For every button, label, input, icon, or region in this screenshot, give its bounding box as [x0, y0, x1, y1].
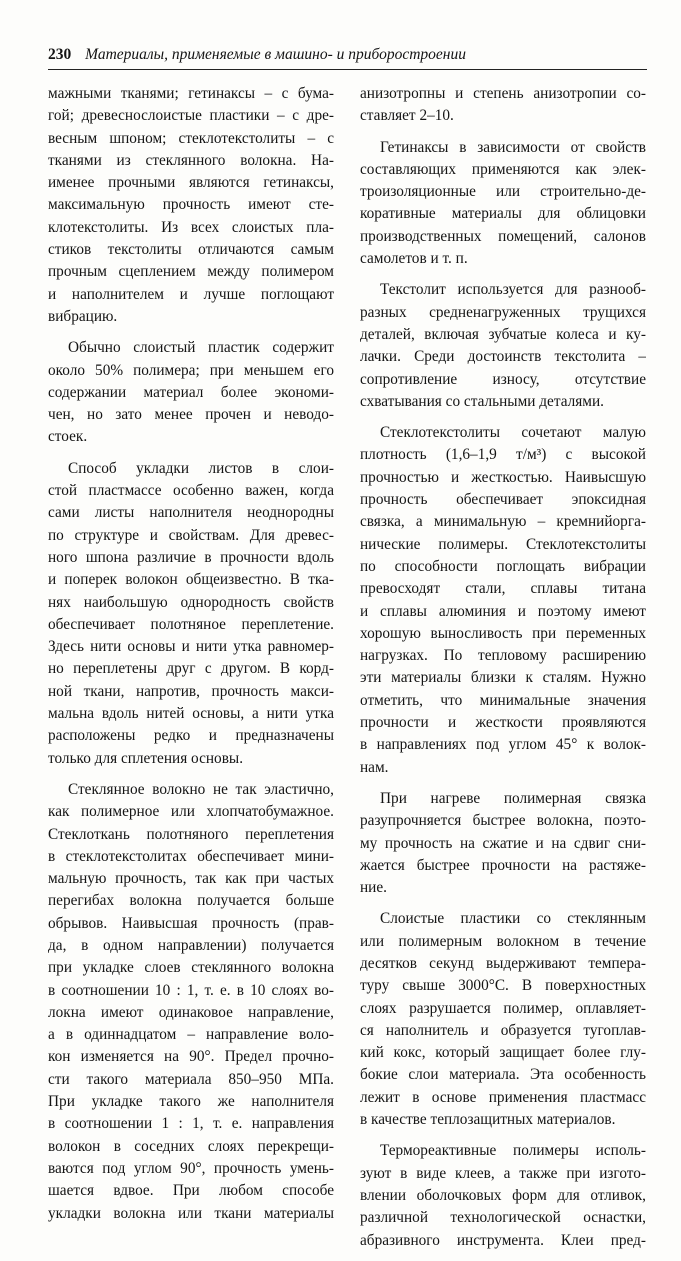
- text-line: максимальную прочность имеют сте-: [48, 196, 334, 214]
- text-line: а в одиннадцатом – направление воло-: [48, 1026, 334, 1044]
- text-line: ного шпона различие в прочности вдоль: [48, 548, 334, 566]
- running-title: Материалы, применяемые в машино- и приборостроении: [85, 46, 466, 63]
- text-line: деталей, включая зубчатые колеса и ку-: [360, 325, 646, 343]
- paragraph: [360, 279, 646, 413]
- text-line: гой; древеснослоистые пластики – с дре-: [48, 107, 334, 125]
- text-line: перегибах волокна получается больше: [48, 892, 334, 910]
- text-line: весным шпоном; стеклотекстолиты – с: [48, 129, 334, 147]
- text-line: кий кокс, который защищает более глу-: [360, 1044, 646, 1062]
- text-line: Способ укладки листов в слои-: [68, 459, 334, 477]
- text-line: Текстолит используется для разнооб-: [380, 281, 646, 299]
- paragraph: [48, 458, 334, 770]
- header-rule: [48, 69, 647, 70]
- text-line: стиков текстолиты отличаются самым: [48, 241, 334, 259]
- text-line: обрывов. Наивысшая прочность (прав-: [48, 914, 334, 932]
- text-line: клотекстолиты. Из всех слоистых пла-: [48, 218, 334, 236]
- text-line: Стеклотекстолиты сочетают малую: [380, 424, 646, 442]
- text-line: именее прочными являются гетинаксы,: [48, 174, 334, 192]
- text-line: обеспечивает полотняное переплетение.: [48, 615, 334, 633]
- text-line: нагрузках. По тепловому расширению: [360, 647, 646, 665]
- text-line: укладки волокна или ткани материалы: [48, 1204, 334, 1222]
- text-line: ваются под углом 90°, прочность умень-: [48, 1159, 334, 1177]
- paragraph: [360, 137, 646, 271]
- text-line: в качестве теплозащитных материалов.: [360, 1111, 616, 1129]
- text-line: ставляет 2–10.: [360, 107, 454, 125]
- text-line: стой пластмассе особенно важен, когда: [48, 482, 334, 500]
- text-line: Здесь нити основы и нити утка равномер-: [48, 638, 334, 656]
- text-line: прочности и жесткости проявляются: [360, 714, 646, 732]
- text-line: влении оболочковых форм для отливок,: [360, 1186, 646, 1204]
- text-line: в направлениях под углом 45° к волок-: [360, 736, 646, 754]
- text-line: волокон в соседних слоях перекрещи-: [48, 1137, 334, 1155]
- text-line: чен, но зато менее прочен и неводо-: [48, 406, 334, 424]
- text-line: и поперек волокон общеизвестно. В тка-: [48, 571, 334, 589]
- text-line: при укладке слоев стеклянного волокна: [48, 959, 334, 977]
- paragraph: [360, 1140, 646, 1251]
- text-line: в соотношении 1 : 1, т. е. направления: [48, 1115, 334, 1133]
- text-line: Обычно слоистый пластик содержит: [68, 339, 334, 357]
- text-line: сти такого материала 850–950 МПа.: [48, 1070, 334, 1088]
- text-line: кон изменяется на 90°. Предел прочно-: [48, 1048, 334, 1066]
- text-line: разупрочняется быстрее волокна, поэто-: [360, 812, 646, 830]
- text-line: эти материалы близки к сталям. Нужно: [360, 669, 646, 687]
- text-line: расположены редко и предназначены: [48, 727, 334, 745]
- paragraph: [48, 337, 334, 448]
- text-line: как полимерное или хлопчатобумажное.: [48, 803, 334, 821]
- left-column: [48, 83, 334, 1234]
- text-line: да, в одном направлении) получается: [48, 936, 334, 954]
- text-line: только для сплетения основы.: [48, 749, 244, 767]
- text-line: сами листы наполнителя неоднородны: [48, 504, 334, 522]
- text-line: Стеклоткань полотняного переплетения: [48, 825, 334, 843]
- text-line: ся наполнитель и образуется тугоплав-: [360, 1021, 646, 1039]
- text-line: связка, а минимальную – кремнийорга-: [360, 513, 646, 531]
- text-line: Гетинаксы в зависимости от свойств: [380, 138, 646, 156]
- text-line: анизотропны и степень анизотропии со-: [360, 85, 646, 102]
- text-line: разных средненагруженных трущихся: [360, 303, 646, 321]
- text-line: нические полимеры. Стеклотекстолиты: [360, 535, 646, 553]
- text-line: мальную прочность, так как при частых: [48, 870, 334, 888]
- text-line: но переплетены друг с другом. В корд-: [48, 660, 334, 678]
- text-line: по способности поглощать вибрации: [360, 557, 646, 575]
- text-line: Термореактивные полимеры исполь-: [380, 1142, 646, 1160]
- text-line: вибрацию.: [48, 307, 118, 325]
- text-line: нях наибольшую однородность свойств: [48, 593, 334, 611]
- text-line: около 50% полимера; при меньшем его: [48, 361, 334, 379]
- text-line: троизоляционные или строительно-де-: [360, 183, 646, 201]
- text-line: десятков секунд выдерживают темпера-: [360, 954, 646, 972]
- paragraph: [360, 908, 646, 1131]
- text-line: При нагреве полимерная связка: [380, 789, 646, 807]
- text-line: по структуре и свойствам. Для древес-: [48, 526, 334, 544]
- text-line: содержании материал более экономи-: [48, 383, 334, 401]
- page-number: 230: [48, 46, 72, 63]
- text-line: мажными тканями; гетинаксы – с бума-: [48, 85, 334, 102]
- text-line: отметить, что минимальные значения: [360, 691, 646, 709]
- text-line: локна имеют одинаковое направление,: [48, 1003, 334, 1021]
- text-line: тканями из стеклянного волокна. На-: [48, 151, 334, 169]
- text-line: ние.: [360, 879, 387, 897]
- text-line: коративные материалы для облицовки: [360, 205, 646, 223]
- paragraph: [48, 83, 334, 328]
- text-line: ной ткани, напротив, прочность макси-: [48, 682, 334, 700]
- text-line: При укладке такого же наполнителя: [48, 1093, 334, 1111]
- text-line: прочность обеспечивает эпоксидная: [360, 491, 646, 509]
- text-line: зуют в виде клеев, а также при изгото-: [360, 1164, 646, 1182]
- text-line: превосходят стали, сплавы титана: [360, 580, 646, 598]
- running-header: [48, 46, 648, 64]
- text-line: туру свыше 3000°С. В поверхностных: [360, 977, 646, 995]
- text-line: составляющих применяются как элек-: [360, 160, 646, 178]
- text-line: бокие слои материала. Эта особенность: [360, 1066, 646, 1084]
- text-line: мальна вдоль нитей основы, а нити утка: [48, 705, 334, 723]
- paragraph: [48, 779, 334, 1225]
- text-line: и сплавы алюминия и поэтому имеют: [360, 602, 646, 620]
- text-line: лежит в основе применения пластмасс: [360, 1088, 646, 1106]
- text-line: схватывания со стальными деталями.: [360, 392, 604, 410]
- text-line: нам.: [360, 758, 389, 776]
- right-column: [360, 83, 646, 1261]
- text-line: прочностью и жесткостью. Наивысшую: [360, 468, 646, 486]
- text-line: плотность (1,6–1,9 т/м³) с высокой: [360, 446, 646, 464]
- text-line: абразивного инструмента. Клеи пред-: [360, 1231, 646, 1249]
- text-line: жается быстрее прочности на растяже-: [360, 856, 646, 874]
- text-line: прочным сцеплением между полимером: [48, 263, 334, 281]
- text-line: в стеклотекстолитах обеспечивает мини-: [48, 847, 334, 865]
- text-line: Стеклянное волокно не так эластично,: [68, 780, 334, 798]
- text-line: стоек.: [48, 428, 88, 446]
- text-line: лачки. Среди достоинств текстолита –: [360, 348, 646, 366]
- text-line: Слоистые пластики со стеклянным: [380, 910, 646, 928]
- paragraph: [360, 83, 646, 128]
- text-line: в соотношении 10 : 1, т. е. в 10 слоях во-: [48, 981, 334, 999]
- text-line: самолетов и т. п.: [360, 250, 468, 268]
- text-line: или полимерным волокном в течение: [360, 932, 646, 950]
- paragraph: [360, 788, 646, 899]
- text-line: различной технологической оснастки,: [360, 1209, 646, 1227]
- text-line: му прочность на сжатие и на сдвиг сни-: [360, 834, 646, 852]
- text-line: и наполнителем и лучше поглощают: [48, 285, 334, 303]
- text-line: слоях разрушается полимер, оплавляет-: [360, 999, 646, 1017]
- paragraph: [360, 422, 646, 779]
- text-line: сопротивление износу, отсутствие: [360, 370, 646, 388]
- text-line: шается вдвое. При любом способе: [48, 1182, 334, 1200]
- text-line: хорошую выносливость при переменных: [360, 624, 646, 642]
- text-line: производственных помещений, салонов: [360, 227, 646, 245]
